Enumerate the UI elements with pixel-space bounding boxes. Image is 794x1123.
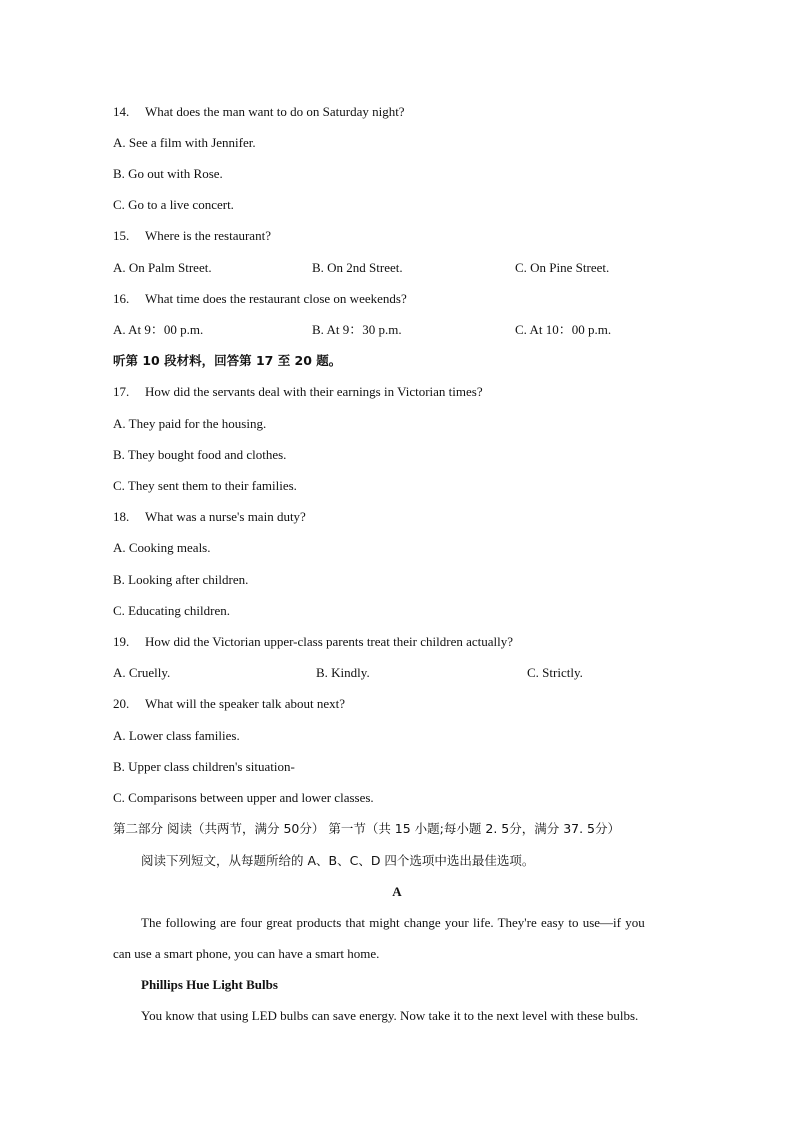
option-15-b: B. On 2nd Street.: [312, 260, 403, 275]
question-text: Where is the restaurant?: [145, 228, 271, 243]
question-number: 18.: [113, 509, 130, 524]
passage-intro-line-1: The following are four great products that might change your life. They're easy to use—if you: [141, 915, 645, 930]
option-17-c: C. They sent them to their families.: [113, 478, 297, 493]
option-14-c: C. Go to a live concert.: [113, 197, 234, 212]
option-18-c: C. Educating children.: [113, 603, 230, 618]
option-17-a: A. They paid for the housing.: [113, 416, 267, 431]
option-17-b: B. They bought food and clothes.: [113, 447, 287, 462]
option-18-a: A. Cooking meals.: [113, 540, 211, 555]
question-20: [113, 696, 345, 712]
question-17: [113, 384, 483, 400]
option-20-a: A. Lower class families.: [113, 728, 240, 743]
option-16-a: A. At 9：00 p.m.: [113, 322, 204, 337]
option-19-c: C. Strictly.: [527, 665, 583, 680]
product-text: You know that using LED bulbs can save energy. Now take it to the next level with these bulbs.: [141, 1008, 639, 1023]
option-20-b: B. Upper class children's situation-: [113, 759, 295, 774]
question-19: [113, 634, 513, 650]
option-15-c: C. On Pine Street.: [515, 260, 610, 275]
question-text: How did the servants deal with their earnings in Victorian times?: [145, 384, 483, 399]
option-14-b: B. Go out with Rose.: [113, 166, 223, 181]
question-text: What does the man want to do on Saturday night?: [145, 104, 405, 119]
question-text: What was a nurse's main duty?: [145, 509, 306, 524]
question-number: 16.: [113, 291, 130, 306]
option-15-a: A. On Palm Street.: [113, 260, 212, 275]
passage-label: A: [392, 884, 402, 899]
section-10-heading: 听第 10 段材料，回答第 17 至 20 题。: [113, 353, 342, 368]
question-15: [113, 228, 271, 244]
option-20-c: C. Comparisons between upper and lower classes.: [113, 790, 374, 805]
option-16-c: C. At 10：00 p.m.: [515, 322, 612, 337]
question-16: [113, 291, 407, 307]
question-text: How did the Victorian upper-class parents treat their children actually?: [145, 634, 513, 649]
question-number: 20.: [113, 696, 130, 711]
option-14-a: A. See a film with Jennifer.: [113, 135, 256, 150]
option-18-b: B. Looking after children.: [113, 572, 249, 587]
question-number: 17.: [113, 384, 130, 399]
option-16-b: B. At 9：30 p.m.: [312, 322, 402, 337]
question-text: What will the speaker talk about next?: [145, 696, 345, 711]
question-18: [113, 509, 306, 525]
reading-instruction: 阅读下列短文，从每题所给的 A、B、C、D 四个选项中选出最佳选项。: [141, 853, 535, 868]
option-19-a: A. Cruelly.: [113, 665, 171, 680]
question-number: 19.: [113, 634, 130, 649]
part-2-heading: 第二部分 阅读（共两节，满分 50分） 第一节（共 15 小题;每小题 2. 5分，满分 37. 5分）: [113, 821, 620, 836]
product-title: Phillips Hue Light Bulbs: [141, 977, 278, 992]
option-19-b: B. Kindly.: [316, 665, 370, 680]
question-text: What time does the restaurant close on weekends?: [145, 291, 407, 306]
question-14: [113, 104, 405, 120]
passage-intro-line-2: can use a smart phone, you can have a smart home.: [113, 946, 380, 961]
question-number: 14.: [113, 104, 130, 119]
question-number: 15.: [113, 228, 130, 243]
